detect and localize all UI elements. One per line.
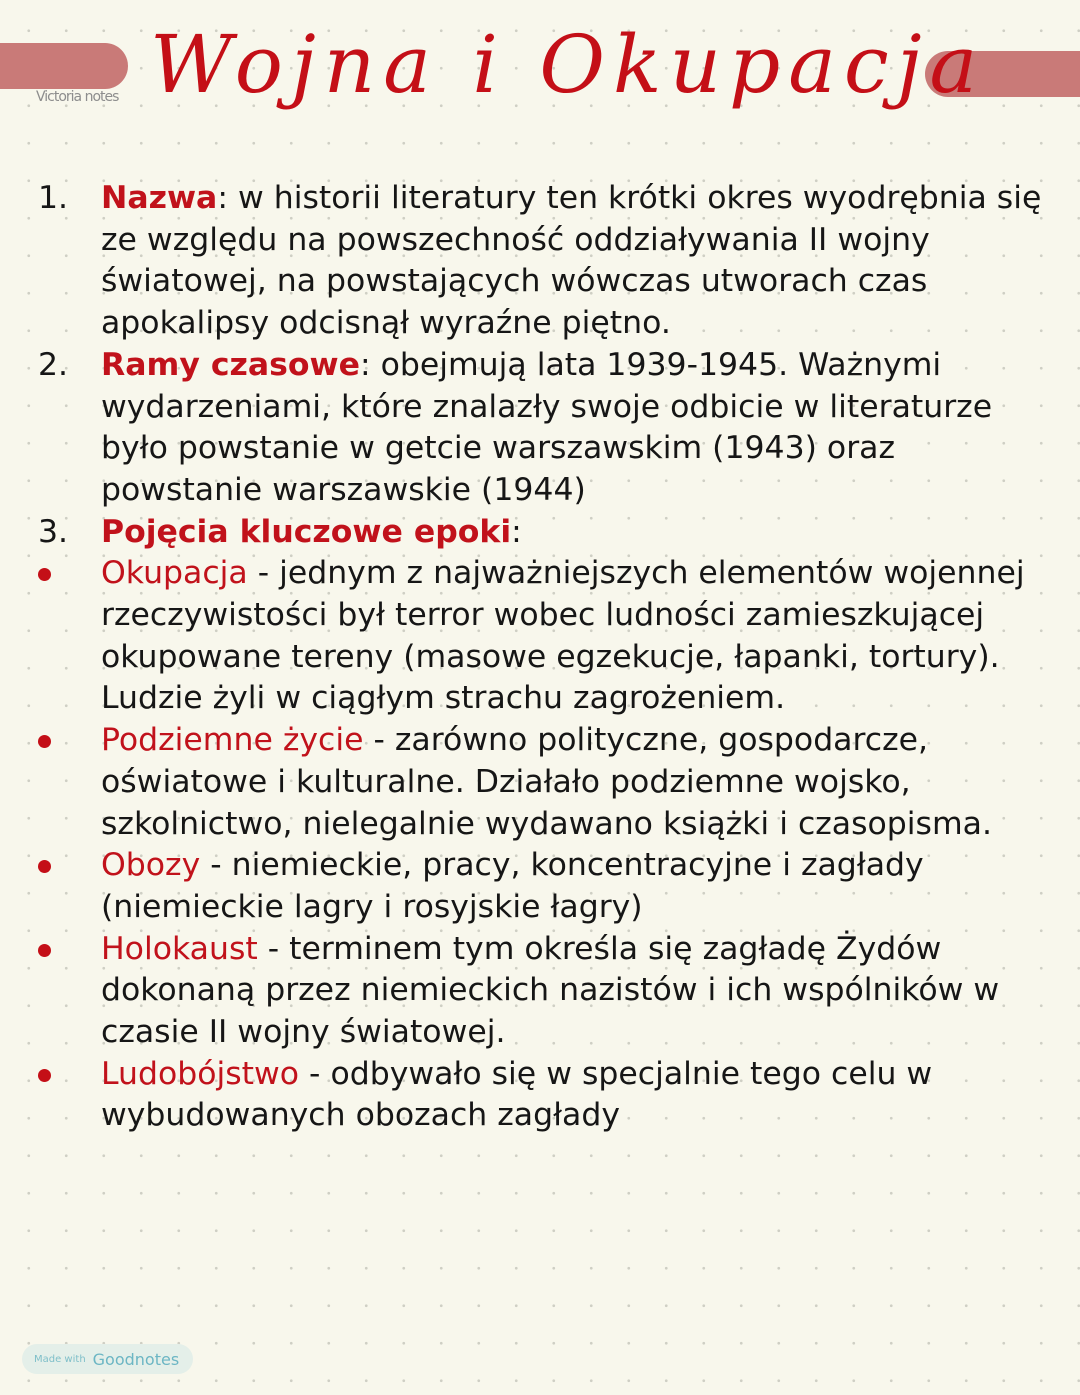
concept-item xyxy=(0,553,1046,720)
decorative-bar-left xyxy=(0,43,128,89)
item-number: 3. xyxy=(38,513,69,550)
item-sep: : xyxy=(359,346,371,383)
bullet-icon xyxy=(38,944,51,957)
goodnotes-label: Goodnotes xyxy=(92,1349,180,1369)
item-text: obejmują lata 1939-1945. Ważnymi wydarzeniami, które znalazły swoje odbicie w literaturze było powstanie w getcie warszawskim (1943) oraz powstanie warszawskie (1944) xyxy=(101,346,993,508)
item-term: Nazwa xyxy=(101,180,218,216)
item-number: 2. xyxy=(38,346,69,383)
concept-item xyxy=(0,845,1046,928)
concept-text: - jednym z najważniejszych elementów wojennej rzeczywistości był terror wobec ludności zamieszkującej okupowane tereny (masowe egzekucje, łapanki, tortury). Ludzie żyli w ciągłym strachu zagrożeniem. xyxy=(101,555,1025,717)
bullet-icon xyxy=(38,568,51,581)
concept-text: - odbywało się w specjalnie tego celu w wybudowanych obozach zagłady xyxy=(101,1055,933,1134)
numbered-item xyxy=(0,512,1046,554)
concept-item xyxy=(0,720,1046,845)
concept-text: - niemieckie, pracy, koncentracyjne i zagłady (niemieckie lagry i rosyjskie łagry) xyxy=(101,847,924,925)
concept-term: Podziemne życie xyxy=(101,722,364,759)
item-sep: : xyxy=(511,513,522,550)
bullet-icon xyxy=(38,860,51,873)
numbered-item xyxy=(0,345,1046,512)
concept-text: - zarówno polityczne, gospodarcze, oświatowe i kulturalne. Działało podziemne wojsko, szkolnictwo, nielegalnie wydawano książki i czasopisma. xyxy=(101,722,992,842)
concept-term: Ludobójstwo xyxy=(101,1055,300,1092)
item-text: w historii literatury ten krótki okres wyodrębnia się ze względu na powszechność oddziaływania II wojny światowej, na powstających wówczas utworach czas apokalipsy odcisnął wyraźne piętno. xyxy=(101,180,1042,342)
page-title: Wojna i Okupacja xyxy=(150,18,986,111)
brand-signature: Victoria notes xyxy=(36,89,119,105)
concept-text: - terminem tym określa się zagładę Żydów dokonaną przez niemieckich nazistów i ich wspólników w czasie II wojny światowej. xyxy=(101,930,1000,1051)
notes-content xyxy=(0,178,1080,1137)
bullet-icon xyxy=(38,1069,51,1082)
concept-item xyxy=(0,929,1046,1054)
item-number: 1. xyxy=(38,180,69,216)
made-with-label: Made with xyxy=(34,1353,86,1365)
made-with-goodnotes-badge[interactable] xyxy=(22,1344,193,1374)
concept-item xyxy=(0,1054,1046,1137)
concept-term: Holokaust xyxy=(101,930,258,967)
item-term: Ramy czasowe xyxy=(101,346,360,383)
item-term: Pojęcia kluczowe epoki xyxy=(101,513,512,550)
item-sep: : xyxy=(217,180,228,216)
concept-term: Obozy xyxy=(101,847,201,884)
numbered-item xyxy=(0,178,1046,345)
concept-term: Okupacja xyxy=(101,555,248,592)
bullet-icon xyxy=(38,735,51,748)
